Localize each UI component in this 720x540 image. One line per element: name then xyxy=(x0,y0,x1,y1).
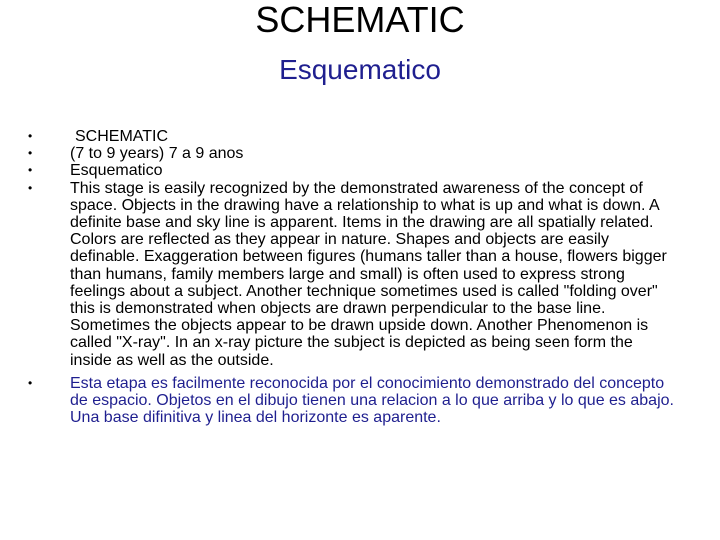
bullet-item-spanish-description xyxy=(28,375,678,427)
bullet-item-esquematico xyxy=(28,162,678,179)
bullet-dot-icon: • xyxy=(28,180,33,195)
bullet-dot-icon: • xyxy=(28,163,33,178)
bullet-text: SCHEMATIC xyxy=(75,128,169,145)
bullet-text: Esquematico xyxy=(70,162,163,180)
bullet-item-english-description xyxy=(28,180,678,369)
slide-subtitle: Esquematico xyxy=(279,54,441,85)
slide-title: SCHEMATIC xyxy=(255,0,465,40)
bullet-dot-icon: • xyxy=(28,146,33,161)
bullet-item-schematic xyxy=(28,128,678,145)
bullet-dot-icon: • xyxy=(28,375,33,390)
bullet-text: (7 to 9 years) 7 a 9 anos xyxy=(70,145,244,163)
bullet-text: This stage is easily recognized by the demonstrated awareness of the concept of space. Objects in the drawing have a relationship to what is up and what is down. A definite base and sky line is apparent. Items in the drawing are all spatially related. Colors are reflected as they appear in nature. Shapes and objects are easily definable. Exaggeration between figures (humans taller than a house, flowers bigger than humans, family members large and small) is often used to express strong feelings about a subject. Another technique sometimes used is called "folding over" this is demonstrated when objects are drawn perpendicular to the base line. Sometimes the objects appear to be drawn upside down. Another Phenomenon is called "X-ray". In an x-ray picture the subject is depicted as being seen form the inside as well as the outside. xyxy=(70,179,667,369)
bullet-item-age-range xyxy=(28,145,678,162)
bullet-dot-icon: • xyxy=(28,129,33,143)
bullet-text: Esta etapa es facilmente reconocida por el conocimiento demonstrado del concepto de espacio. Objetos en el dibujo tienen una relacion a lo que arriba y lo que es abajo. Una base difinitiva y linea del horizonte es aparente. xyxy=(70,374,674,427)
bullet-list xyxy=(28,128,678,426)
